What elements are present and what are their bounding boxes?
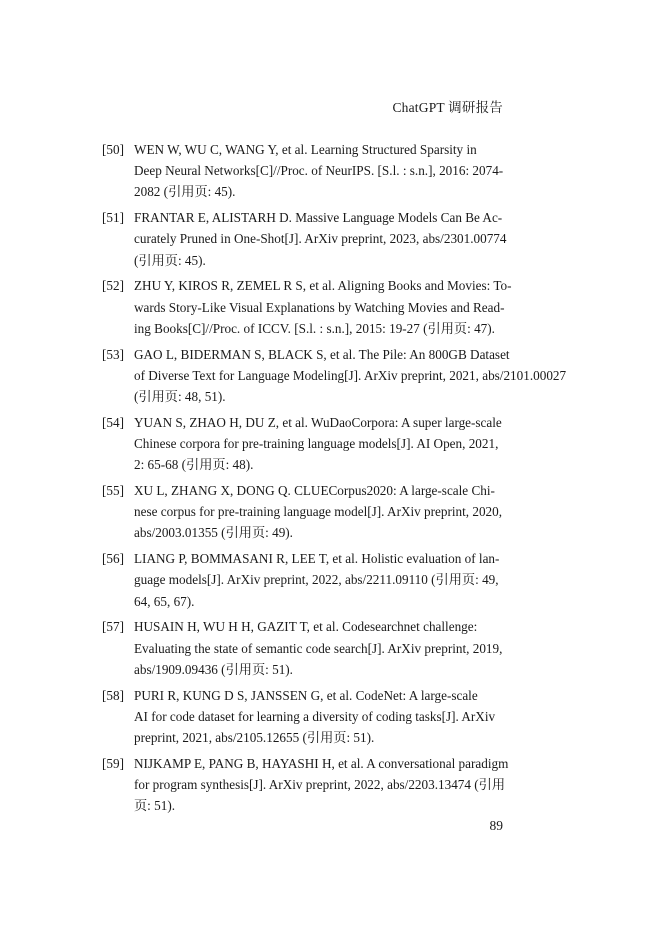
reference-text xyxy=(134,548,503,612)
reference-line: curately Pruned in One-Shot[J]. ArXiv preprint, 2023, abs/2301.00774 xyxy=(134,231,507,247)
reference-item xyxy=(102,753,509,817)
reference-list xyxy=(102,139,567,821)
reference-number: [59] xyxy=(102,755,124,771)
reference-line: XU L, ZHANG X, DONG Q. CLUECorpus2020: A large-scale Chi- xyxy=(134,483,495,499)
reference-line: of Diverse Text for Language Modeling[J]. ArXiv preprint, 2021, abs/2101.00027 xyxy=(134,367,567,383)
reference-line: nese corpus for pre-training language model[J]. ArXiv preprint, 2020, xyxy=(134,504,503,520)
reference-line: FRANTAR E, ALISTARH D. Massive Language Models Can Be Ac- xyxy=(134,210,503,226)
reference-line: WEN W, WU C, WANG Y, et al. Learning Structured Sparsity in xyxy=(134,142,477,157)
reference-number: [53] xyxy=(102,346,124,362)
reference-text xyxy=(134,139,503,203)
reference-line: abs/2003.01355 (引用页: 49). xyxy=(134,525,293,541)
reference-line: GAO L, BIDERMAN S, BLACK S, et al. The Pile: An 800GB Dataset xyxy=(134,346,510,362)
reference-line: NIJKAMP E, PANG B, HAYASHI H, et al. A conversational paradigm xyxy=(134,755,509,771)
reference-text xyxy=(134,685,503,749)
running-header: ChatGPT 调研报告 xyxy=(392,100,503,115)
reference-number: [54] xyxy=(102,414,124,430)
reference-line: LIANG P, BOMMASANI R, LEE T, et al. Holistic evaluation of lan- xyxy=(134,551,500,567)
reference-text xyxy=(134,275,512,339)
reference-number: [55] xyxy=(102,483,124,499)
reference-line: abs/1909.09436 (引用页: 51). xyxy=(134,661,293,677)
reference-line: 2: 65-68 (引用页: 48). xyxy=(134,457,254,473)
reference-item xyxy=(102,139,503,203)
page-number: 89 xyxy=(489,818,503,833)
reference-line: 页: 51). xyxy=(134,798,176,814)
reference-line: for program synthesis[J]. ArXiv preprint, 2022, abs/2203.13474 (引用 xyxy=(134,777,506,793)
reference-line: 64, 65, 67). xyxy=(134,593,195,609)
reference-item xyxy=(102,207,507,271)
reference-number: [58] xyxy=(102,687,124,703)
reference-text xyxy=(134,753,508,817)
reference-line: ing Books[C]//Proc. of ICCV. [S.l. : s.n.], 2015: 19-27 (引用页: 47). xyxy=(134,320,495,336)
reference-text xyxy=(134,207,507,271)
reference-line: Evaluating the state of semantic code search[J]. ArXiv preprint, 2019, xyxy=(134,640,503,656)
reference-item xyxy=(102,548,503,612)
reference-item xyxy=(102,480,503,544)
reference-line: guage models[J]. ArXiv preprint, 2022, abs/2211.09110 (引用页: 49, xyxy=(134,572,499,588)
reference-line: Chinese corpora for pre-training language models[J]. AI Open, 2021, xyxy=(134,436,499,452)
reference-line: HUSAIN H, WU H H, GAZIT T, et al. Codesearchnet challenge: xyxy=(134,619,478,635)
reference-number: [51] xyxy=(102,210,124,226)
reference-text xyxy=(134,480,503,544)
reference-line: PURI R, KUNG D S, JANSSEN G, et al. CodeNet: A large-scale xyxy=(134,687,478,703)
reference-number: [50] xyxy=(102,142,124,157)
reference-number: [56] xyxy=(102,551,124,567)
reference-line: ZHU Y, KIROS R, ZEMEL R S, et al. Aligning Books and Movies: To- xyxy=(134,278,512,294)
reference-line: 2082 (引用页: 45). xyxy=(134,184,236,200)
reference-line: (引用页: 45). xyxy=(134,252,206,268)
reference-item xyxy=(102,344,567,408)
reference-line: AI for code dataset for learning a diversity of coding tasks[J]. ArXiv xyxy=(134,708,496,724)
reference-item xyxy=(102,412,503,476)
reference-text xyxy=(134,344,566,408)
reference-number: [57] xyxy=(102,619,124,635)
reference-text xyxy=(134,616,503,680)
reference-item xyxy=(102,275,512,339)
reference-item xyxy=(102,685,503,749)
reference-line: preprint, 2021, abs/2105.12655 (引用页: 51). xyxy=(134,730,375,746)
reference-line: YUAN S, ZHAO H, DU Z, et al. WuDaoCorpora: A super large-scale xyxy=(134,414,502,430)
reference-number: [52] xyxy=(102,278,124,294)
reference-line: wards Story-Like Visual Explanations by Watching Movies and Read- xyxy=(134,299,505,315)
reference-item xyxy=(102,616,503,680)
reference-line: Deep Neural Networks[C]//Proc. of NeurIPS. [S.l. : s.n.], 2016: 2074- xyxy=(134,163,504,179)
reference-text xyxy=(134,412,503,476)
reference-line: (引用页: 48, 51). xyxy=(134,389,226,405)
